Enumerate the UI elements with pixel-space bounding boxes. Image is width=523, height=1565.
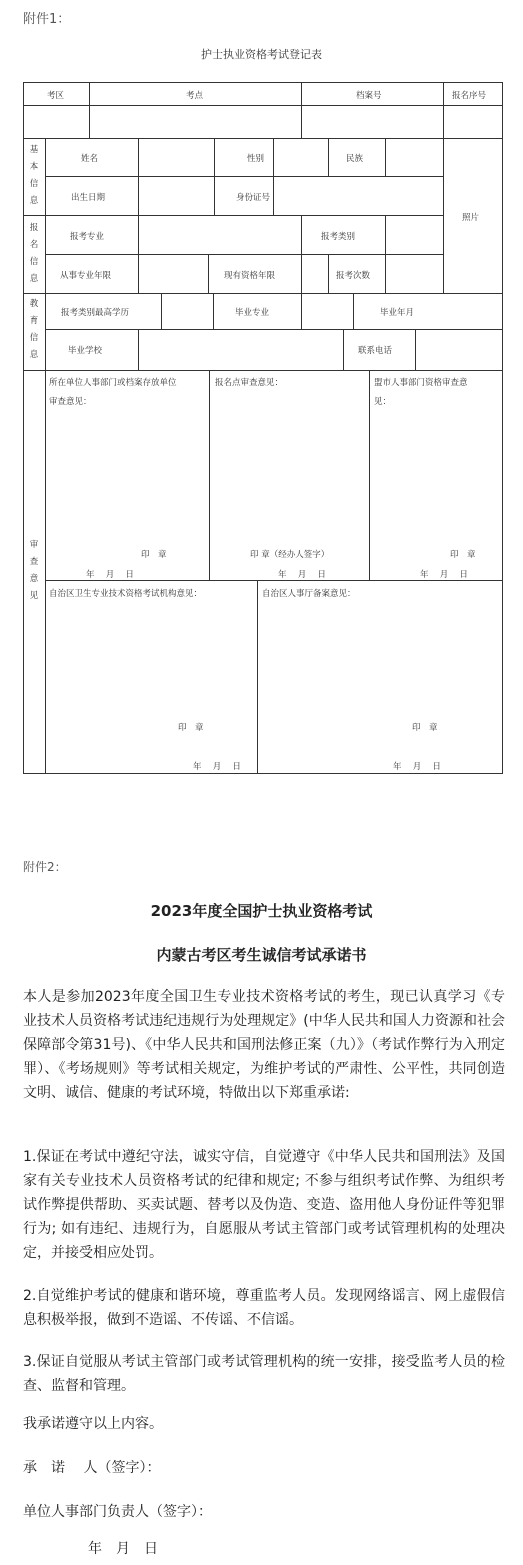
col-line: [209, 370, 210, 580]
col-line: [385, 215, 386, 293]
date-2: 年 月 日: [278, 570, 326, 580]
col-line: [369, 370, 370, 580]
seal-3: 印 章: [450, 550, 476, 560]
table-border-right: [502, 82, 503, 774]
section-basic-info: 基本信息: [29, 145, 39, 206]
row-line: [45, 329, 503, 330]
attachment1-label: 附件1：: [23, 12, 71, 27]
table-border-bottom: [23, 773, 503, 774]
pledge-item-2: 2.自觉维护考试的健康和谐环境，尊重监考人员。发现网络谣言、网上虚假信息积极举报，做到不造谣、不传谣、不信谣。: [23, 1288, 505, 1328]
label-qualification-years: 现有资格年限: [224, 271, 276, 281]
table-border-top: [23, 82, 503, 83]
label-grad-major: 毕业专业: [235, 308, 270, 318]
registration-form-table: [23, 82, 503, 774]
section-edu-info: 教育信息: [29, 299, 39, 360]
date-1: 年 月 日: [86, 570, 134, 580]
label-attempts: 报考次数: [336, 271, 371, 281]
pledge-sign-unit: 单位人事部门负责人（签字）：: [23, 1504, 212, 1520]
pledge-closing: 我承诺遵守以上内容。: [23, 1416, 163, 1432]
col-line: [301, 82, 302, 138]
pledge-item-3: 3.保证自觉服从考试主管部门或考试管理机构的统一安排，接受监考人员的检查、监督和管理。: [23, 1354, 505, 1394]
header-serial-no: 报名序号: [452, 91, 487, 101]
col-line: [138, 215, 139, 293]
form-title: 护士执业资格考试登记表: [201, 48, 322, 61]
label-category: 报考类别: [321, 232, 356, 242]
unit-opinion-label-2: 审查意见：: [49, 397, 92, 407]
label-gender: 性别: [247, 154, 265, 164]
league-opinion-label: 盟市人事部门资格审查意: [374, 378, 468, 388]
row-line: [23, 138, 503, 139]
seal-5: 印 章: [412, 723, 438, 733]
pledge-sign-person: 承 诺 人（签字）：: [23, 1460, 161, 1476]
header-file-no: 档案号: [356, 91, 382, 101]
pledge-title-2: 内蒙古考区考生诚信考试承诺书: [156, 946, 367, 964]
col-line: [443, 82, 444, 138]
col-line: [301, 215, 302, 254]
row-line: [45, 580, 503, 581]
row-line: [23, 370, 503, 371]
section-review: 审查意见: [29, 540, 39, 601]
site-opinion-label: 报名点审查意见：: [215, 378, 284, 388]
label-name: 姓名: [81, 154, 99, 164]
league-opinion-label-2: 见：: [374, 397, 392, 407]
col-line: [89, 82, 90, 138]
row-line: [23, 293, 503, 294]
col-line: [45, 138, 46, 774]
col-line: [328, 254, 329, 293]
label-grad-date: 毕业年月: [380, 308, 415, 318]
region-hr-opinion-label: 自治区人事厅备案意见：: [262, 589, 356, 599]
col-line: [353, 293, 354, 329]
date-3: 年 月 日: [420, 570, 468, 580]
col-line: [301, 293, 302, 329]
section-apply-info: 报名信息: [29, 223, 39, 284]
table-border-left: [23, 82, 24, 774]
label-highest-edu: 报考类别最高学历: [61, 308, 130, 318]
row-line: [45, 176, 443, 177]
pledge-title-1: 2023年度全国护士执业资格考试: [150, 902, 373, 920]
label-ethnicity: 民族: [346, 154, 364, 164]
header-exam-area: 考区: [47, 91, 65, 101]
col-line: [138, 138, 139, 176]
col-line: [301, 254, 302, 293]
label-id-no: 身份证号: [236, 193, 271, 203]
pledge-item-1: 1.保证在考试中遵纪守法，诚实守信，自觉遵守《中华人民共和国刑法》及国家有关专业技术人员资格考试的纪律和规定; 不参与组织考试作弊、为组织考试作弊提供帮助、买卖试题、替考以及伪造、变造、盗用他人身份证件等犯罪行为; 如有违纪、违规行为，自愿服从考试主管部门或考试管理机构的处理决定，并接受相应处罚。: [23, 1149, 505, 1261]
seal-4: 印 章: [178, 723, 204, 733]
col-line: [415, 329, 416, 370]
col-line: [343, 329, 344, 370]
col-line: [208, 254, 209, 293]
row-line: [45, 254, 443, 255]
col-line: [138, 176, 139, 215]
unit-opinion-label: 所在单位人事部门或档案存放单位: [49, 378, 177, 388]
pledge-intro: 本人是参加2023年度全国卫生专业技术资格考试的考生，现已认真学习《专业技术人员资格考试违纪违规行为处理规定》(中华人民共和国人力资源和社会保障部令第31号)、《中华人民共和国刑法修正案（九）》（考试作弊行为入刑定罪）、《考场规则》等考试相关规定，为维护考试的严肃性、公平性，共同创造文明、诚信、健康的考试环境，特做出以下郑重承诺:: [23, 989, 505, 1101]
col-line: [385, 138, 386, 176]
date-4: 年 月 日: [193, 762, 241, 772]
seal-signed: 印 章（经办人签字）: [250, 550, 330, 560]
label-photo: 照片: [462, 213, 480, 223]
attachment2-label: 附件2：: [23, 860, 67, 874]
row-line: [23, 215, 443, 216]
col-line: [138, 329, 139, 370]
col-line: [161, 293, 162, 329]
row-line: [23, 105, 503, 106]
col-line: [214, 138, 215, 215]
col-line: [273, 138, 274, 215]
region-health-opinion-label: 自治区卫生专业技术资格考试机构意见：: [49, 589, 203, 599]
seal-1: 印 章: [141, 550, 167, 560]
label-major: 报考专业: [70, 232, 105, 242]
label-phone: 联系电话: [358, 346, 393, 356]
header-exam-site: 考点: [186, 91, 204, 101]
date-5: 年 月 日: [393, 762, 441, 772]
label-school: 毕业学校: [68, 346, 103, 356]
col-line: [328, 138, 329, 176]
label-birth: 出生日期: [71, 193, 106, 203]
label-years: 从事专业年限: [60, 271, 112, 281]
col-line: [257, 580, 258, 774]
col-line: [213, 293, 214, 329]
col-line: [443, 138, 444, 293]
pledge-date: 年 月 日: [88, 1541, 158, 1557]
